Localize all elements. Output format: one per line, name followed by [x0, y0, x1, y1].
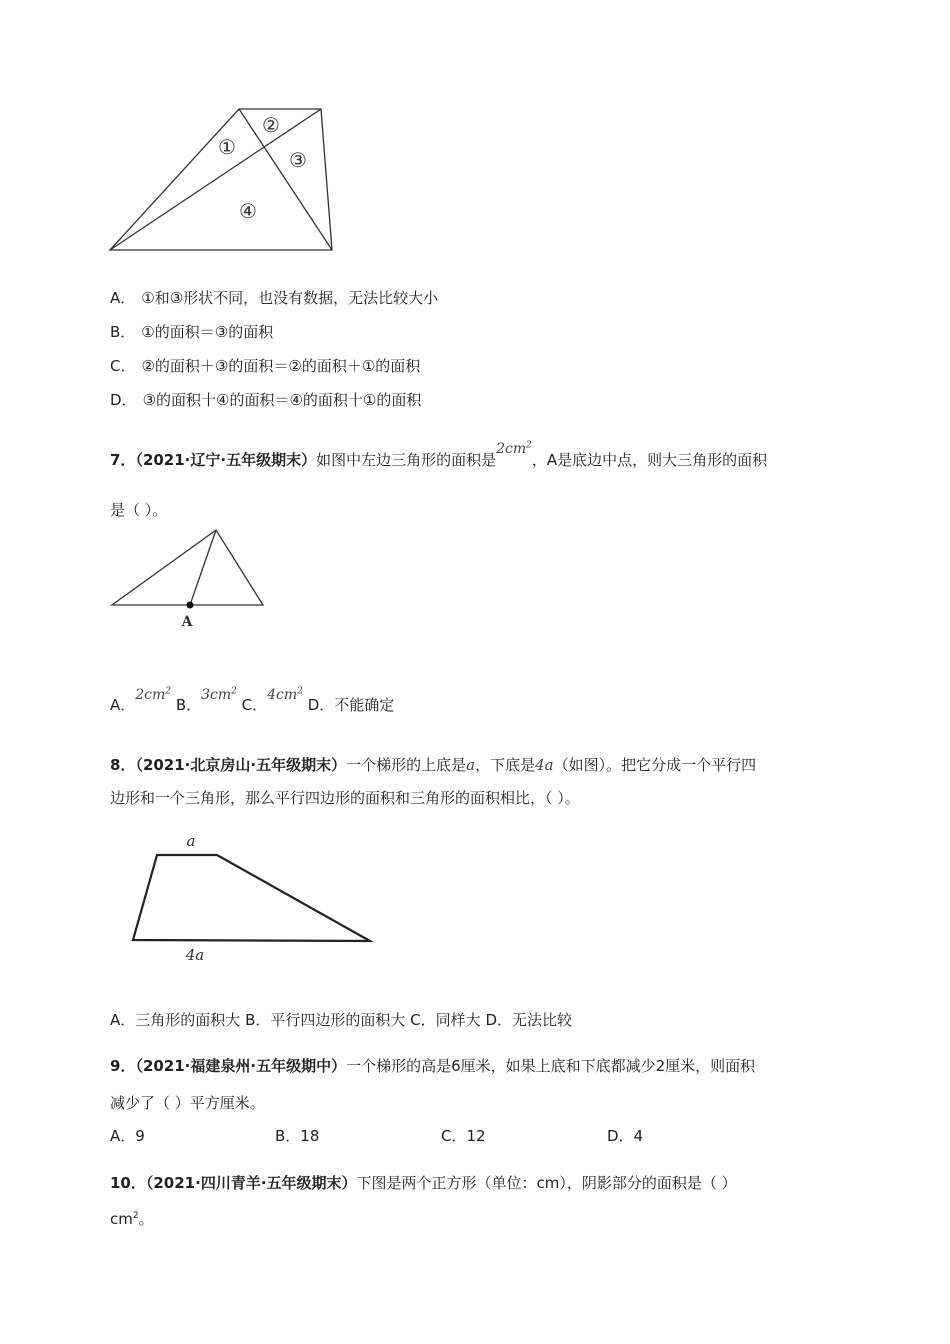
math-expression	[496, 441, 532, 457]
question-text: 如图中左边三角形的面积是	[316, 451, 497, 469]
q9-option-d	[607, 1125, 643, 1146]
question-text-c: （如图）。把它分成一个平行四	[553, 756, 757, 774]
q10-stem-line2	[110, 1208, 154, 1229]
question-source: （2021·北京房山·五年级期末）	[135, 756, 347, 774]
option-math	[135, 687, 171, 703]
q7-option-b	[175, 686, 237, 714]
option-letter: D．	[485, 1011, 512, 1029]
option-text: 无法比较	[512, 1011, 573, 1029]
unit-exponent: 2	[132, 1211, 139, 1221]
region-label-2: ②	[262, 113, 280, 137]
q10-stem-line1	[110, 1172, 737, 1193]
figure-quadrilateral-diagonals	[105, 104, 340, 256]
option-letter: B．	[175, 696, 202, 714]
option-text: ②的面积＋③的面积＝②的面积＋①的面积	[141, 357, 421, 375]
math-exponent: 2	[297, 686, 303, 697]
option-text: ①的面积＝③的面积	[141, 323, 274, 341]
q7-options	[110, 686, 395, 715]
option-letter: D．	[607, 1127, 634, 1145]
option-math	[267, 687, 303, 703]
midpoint-a-dot	[187, 602, 194, 609]
option-letter: C．	[241, 696, 268, 714]
q9-option-c	[441, 1125, 486, 1146]
math-value: 2cm	[135, 687, 166, 703]
big-triangle-outline	[112, 530, 263, 605]
math-exponent: 2	[231, 686, 237, 697]
question-text: 一个梯形的上底是	[346, 756, 467, 774]
q7-stem-line2	[110, 499, 167, 520]
q6-option-a	[110, 287, 438, 308]
question-text: 边形和一个三角形，那么平行四边形的面积和三角形的面积相比，（ ）。	[110, 789, 580, 807]
quadrilateral-outline	[110, 109, 332, 250]
math-value: 2cm	[496, 441, 527, 457]
option-letter: C．	[441, 1127, 467, 1145]
q9-option-a	[110, 1125, 145, 1146]
option-text: 18	[300, 1127, 320, 1145]
upper-base-label: a	[186, 832, 196, 850]
q8-options	[110, 1009, 572, 1030]
option-text: ③的面积十④的面积＝④的面积十①的面积	[142, 391, 422, 409]
midpoint-a-label: A	[181, 614, 193, 630]
region-label-4: ④	[239, 199, 257, 223]
option-text: ①和③形状不同，也没有数据，无法比较大小	[141, 289, 439, 307]
option-letter: A．	[110, 696, 136, 714]
option-letter: C．	[110, 357, 136, 375]
q8-option-a	[110, 1011, 240, 1029]
q7-option-d	[308, 696, 395, 714]
q8-option-c	[410, 1011, 481, 1029]
region-label-1: ①	[218, 135, 236, 159]
figure-trapezoid	[125, 828, 380, 968]
median-line	[190, 530, 216, 605]
diagonal-2	[239, 109, 332, 250]
question-text-b: ，下底是	[475, 756, 536, 774]
option-letter: C．	[410, 1011, 436, 1029]
q9-stem-line1	[110, 1055, 755, 1076]
option-letter: A．	[110, 1011, 136, 1029]
option-text: 三角形的面积大	[135, 1011, 241, 1029]
option-text: 4	[633, 1127, 644, 1145]
question-text: 减少了（ ）平方厘米。	[110, 1094, 265, 1112]
q8-stem-line1	[110, 754, 756, 775]
sentence-end: 。	[138, 1210, 154, 1228]
q6-option-d	[110, 389, 421, 410]
question-text: 一个梯形的高是6厘米，如果上底和下底都减少2厘米，则面积	[346, 1057, 756, 1075]
question-number: 10．	[110, 1174, 146, 1192]
option-letter: D．	[307, 696, 335, 714]
q7-stem-line1	[110, 440, 768, 470]
q8-option-b	[245, 1011, 405, 1029]
option-text: 12	[466, 1127, 486, 1145]
lower-base-label: 4a	[185, 946, 205, 964]
unit-text: cm	[110, 1210, 133, 1228]
math-lower-base: 4a	[535, 756, 554, 774]
figure-triangle-midpoint	[105, 525, 270, 633]
math-exponent: 2	[165, 686, 172, 697]
diagonal-1	[110, 109, 321, 250]
option-math	[201, 687, 237, 703]
question-text-continued: ，A是底边中点，则大三角形的面积	[531, 451, 768, 469]
q8-stem-line2	[110, 787, 580, 808]
option-letter: B．	[275, 1127, 301, 1145]
option-text: 平行四边形的面积大	[270, 1011, 406, 1029]
question-number: 9．	[110, 1057, 136, 1075]
question-number: 8．	[110, 756, 136, 774]
option-letter: B．	[245, 1011, 271, 1029]
math-exponent: 2	[526, 440, 532, 451]
option-letter: A．	[110, 289, 136, 307]
question-text: 是（ ）。	[110, 501, 168, 519]
question-number: 7．	[110, 451, 136, 469]
option-text: 同样大	[435, 1011, 481, 1029]
q8-option-d	[485, 1011, 572, 1029]
math-value: 4cm	[267, 687, 298, 703]
option-letter: D．	[110, 391, 137, 409]
math-value: 3cm	[201, 687, 232, 703]
option-text: 9	[135, 1127, 145, 1145]
q9-option-b	[275, 1125, 319, 1146]
option-letter: A．	[110, 1127, 136, 1145]
question-source: （2021·辽宁·五年级期末）	[135, 451, 317, 469]
question-text: 下图是两个正方形（单位：cm），阴影部分的面积是（ ）	[356, 1174, 737, 1192]
region-label-3: ③	[289, 148, 307, 172]
q7-option-a	[110, 686, 172, 714]
math-upper-base: a	[466, 756, 476, 774]
trapezoid-outline	[133, 855, 370, 941]
q9-stem-line2	[110, 1092, 265, 1113]
question-source: （2021·四川青羊·五年级期末）	[145, 1174, 357, 1192]
q6-option-b	[110, 321, 273, 342]
q7-option-c	[241, 686, 303, 714]
option-text: 不能确定	[334, 696, 395, 714]
question-source: （2021·福建泉州·五年级期中）	[135, 1057, 347, 1075]
q6-option-c	[110, 355, 420, 376]
option-letter: B．	[110, 323, 136, 341]
